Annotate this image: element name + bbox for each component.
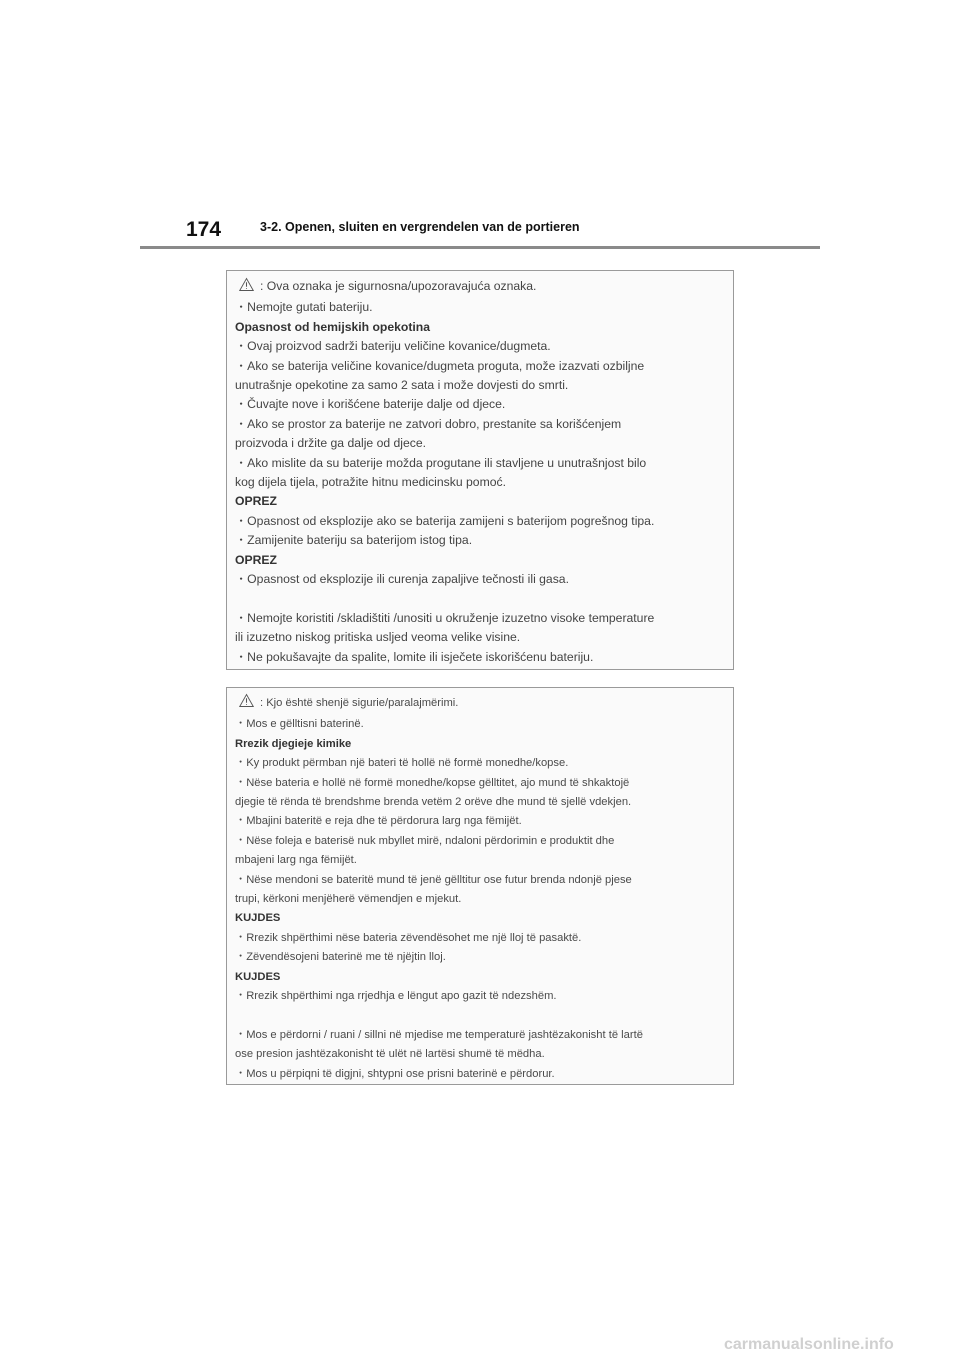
text-line — [235, 531, 725, 550]
text-line — [235, 337, 725, 356]
text-line — [235, 1026, 725, 1045]
section-heading — [235, 735, 725, 754]
line-text: ・Ne pokušavajte da spalite, lomite ili isječete iskorišćenu bateriju. — [235, 649, 594, 664]
text-line — [235, 693, 725, 715]
text-line — [235, 929, 725, 948]
section-heading — [235, 318, 725, 337]
warning-box-bosnian — [226, 270, 734, 670]
text-line — [235, 1065, 725, 1084]
section-heading — [235, 909, 725, 928]
line-text: ・Ako se baterija veličine kovanice/dugmeta proguta, može izazvati ozbiljne — [235, 358, 645, 373]
text-line — [235, 851, 725, 870]
text-line — [235, 715, 725, 734]
watermark: carmanualsonline.info — [724, 1336, 894, 1353]
text-line — [235, 948, 725, 967]
text-line — [235, 754, 725, 773]
text-line — [235, 473, 725, 492]
line-text: kog dijela tijela, potražite hitnu medicinsku pomoć. — [235, 475, 506, 490]
line-text: ・Nëse bateria e hollë në formë monedhe/kopse gëlltitet, ajo mund të shkaktojë — [235, 776, 630, 789]
warning-triangle-icon — [239, 693, 254, 715]
text-line — [235, 987, 725, 1006]
page-header — [140, 212, 820, 249]
line-text: ili izuzetno niskog pritiska usljed veoma velike visine. — [235, 630, 521, 645]
line-text: ・Nemojte gutati bateriju. — [235, 300, 373, 315]
line-text: KUJDES — [235, 970, 281, 983]
line-text: ose presion jashtëzakonisht të ulët në lartësi shumë të mëdha. — [235, 1048, 545, 1061]
line-text: ・Zamijenite bateriju sa baterijom istog tipa. — [235, 533, 473, 548]
text-line — [235, 1007, 725, 1026]
line-text: Opasnost od hemijskih opekotina — [235, 319, 431, 334]
line-text: ・Rrezik shpërthimi nëse bateria zëvendësohet me një lloj të pasaktë. — [235, 931, 582, 944]
text-line — [235, 609, 725, 628]
line-text: OPREZ — [235, 552, 277, 567]
line-text: ・Čuvajte nove i korišćene baterije dalje od djece. — [235, 397, 506, 412]
line-text: ・Opasnost od eksplozije ako se baterija zamijeni s baterijom pogrešnog tipa. — [235, 513, 655, 528]
line-text: KUJDES — [235, 912, 281, 925]
section-heading — [235, 551, 725, 570]
text-line — [235, 415, 725, 434]
text-line — [235, 871, 725, 890]
line-text: ・Nëse foleja e baterisë nuk mbyllet mirë, ndaloni përdorimin e produktit dhe — [235, 834, 615, 847]
text-line — [235, 277, 725, 298]
line-text: ・Rrezik shpërthimi nga rrjedhja e lëngut apo gazit të ndezshëm. — [235, 990, 557, 1003]
line-text: : Ova oznaka je sigurnosna/upozoravajuća oznaka. — [260, 279, 537, 293]
text-line — [235, 512, 725, 531]
line-text: ・Zëvendësojeni baterinë me të njëjtin lloj. — [235, 951, 446, 964]
line-text: ・Mos u përpiqni të digjni, shtypni ose prisni baterinë e përdorur. — [235, 1067, 555, 1080]
text-line — [235, 628, 725, 647]
text-line — [235, 376, 725, 395]
text-line — [235, 832, 725, 851]
line-text: ・Mos e përdorni / ruani / sillni në mjedise me temperaturë jashtëzakonisht të lartë — [235, 1028, 643, 1041]
text-line — [235, 434, 725, 453]
text-line — [235, 357, 725, 376]
text-line — [235, 454, 725, 473]
line-text: ・Opasnost od eksplozije ili curenja zapaljive tečnosti ili gasa. — [235, 572, 569, 587]
text-line — [235, 648, 725, 667]
text-line — [235, 890, 725, 909]
line-text: djegie të rënda të brendshme brenda vetëm 2 orëve dhe mund të sjellë vdekjen. — [235, 796, 632, 809]
text-line — [235, 590, 725, 609]
line-text: unutrašnje opekotine za samo 2 sata i može dovjesti do smrti. — [235, 378, 569, 393]
line-text: ・Ovaj proizvod sadrži bateriju veličine kovanice/dugmeta. — [235, 339, 551, 354]
line-text: ・Mbajini bateritë e reja dhe të përdorura larg nga fëmijët. — [235, 815, 522, 828]
line-text: ・Mos e gëlltisni baterinë. — [235, 718, 364, 731]
line-text: ・Ako se prostor za baterije ne zatvori dobro, prestanite sa korišćenjem — [235, 416, 622, 431]
line-text: ・Nemojte koristiti /skladištiti /unositi u okruženje izuzetno visoke temperature — [235, 610, 655, 625]
line-text: : Kjo është shenjë sigurie/paralajmërimi. — [260, 697, 459, 709]
warning-triangle-icon — [239, 277, 254, 298]
line-text: ・Ky produkt përmban një bateri të hollë në formë monedhe/kopse. — [235, 757, 569, 770]
text-line — [235, 774, 725, 793]
line-text: ・Nëse mendoni se bateritë mund të jenë gëlltitur ose futur brenda ndonjë pjese — [235, 873, 632, 886]
text-line — [235, 793, 725, 812]
line-text: proizvoda i držite ga dalje od djece. — [235, 436, 427, 451]
text-line — [235, 298, 725, 317]
line-text: trupi, kërkoni menjëherë vëmendjen e mjekut. — [235, 893, 462, 906]
page-number: 174 — [186, 218, 222, 241]
section-heading — [235, 492, 725, 511]
text-line — [235, 812, 725, 831]
chapter-title: 3-2. Openen, sluiten en vergrendelen van de portieren — [260, 220, 580, 234]
warning-box-albanian — [226, 687, 734, 1085]
line-text: mbajeni larg nga fëmijët. — [235, 854, 357, 867]
line-text: ・Ako mislite da su baterije možda progutane ili stavljene u unutrašnjost bilo — [235, 455, 647, 470]
line-text: OPREZ — [235, 494, 277, 509]
text-line — [235, 1045, 725, 1064]
text-line — [235, 570, 725, 589]
section-heading — [235, 968, 725, 987]
line-text: Rrezik djegieje kimike — [235, 737, 352, 750]
text-line — [235, 395, 725, 414]
